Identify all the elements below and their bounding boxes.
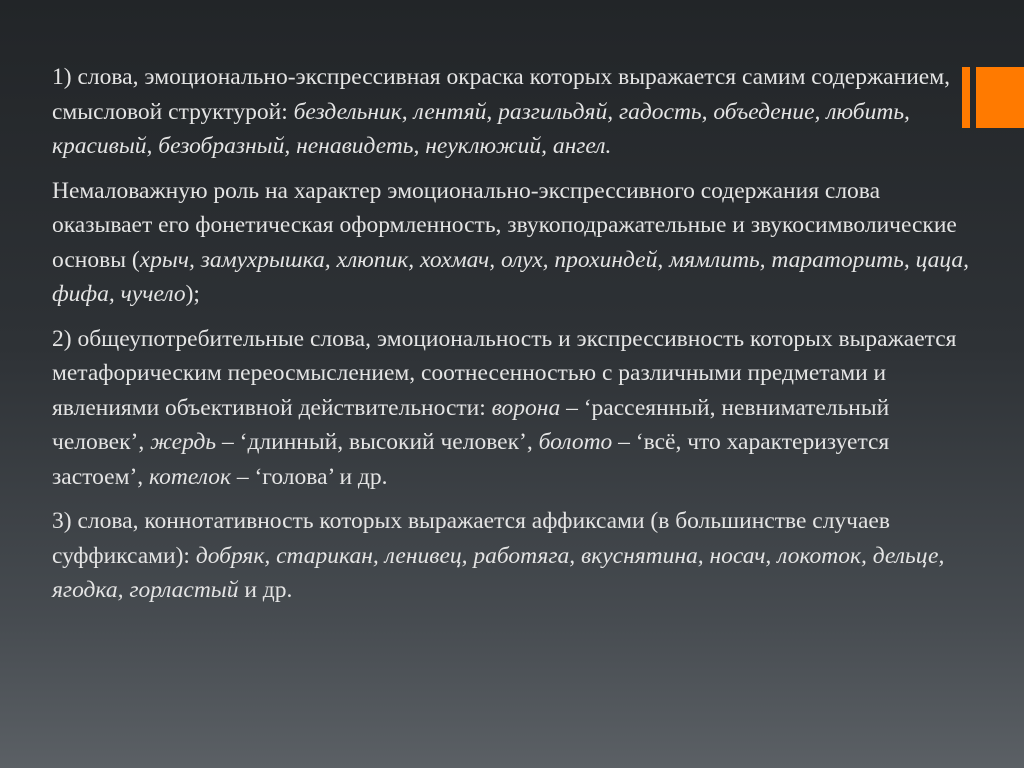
paragraph-4-text: 3) слова, коннотативность которых выражается аффиксами (в большинстве случаев суффиксами): [52,508,890,569]
paragraph-2 [52,174,972,312]
example-word-kotelok: котелок [149,463,231,490]
paragraph-4-examples: добряк, старикан, ленивец, работяга, вкуснятина, носач, локоток, дельце, ягодка, горластый [52,542,945,603]
accent-bar-thick [976,67,1024,128]
paragraph-3 [52,322,972,495]
example-word-boloto: болото [538,429,613,455]
paragraph-2-close: ); [185,281,200,307]
paragraph-4-close: и др. [238,577,293,603]
example-word-zherd: жердь [150,429,217,455]
paragraph-1 [52,60,972,164]
meaning-kotelok: – ‘голова’ и др. [230,463,388,490]
meaning-zherd: – ‘длинный, высокий человек’, [216,429,539,455]
paragraph-3-text: 2) общеупотребительные слова, эмоциональность и экспрессивность которых выражается метафорическим переосмыслением, соотнесенностью с различными предметами и явлениями объективной действительности: [52,325,957,421]
meaning-vorona: – ‘рассеянный, невнимательный человек’, [52,394,890,455]
paragraph-2-text: Немаловажную роль на характер эмоционально-экспрессивного содержания слова оказывает его фонетическая оформленность, звукоподражательные и звукосимволические основы ( [52,177,957,273]
paragraph-1-text: 1) слова, эмоционально-экспрессивная окраска которых выражается самим содержанием, смысловой структурой: [52,64,950,125]
paragraph-2-examples: хрыч, замухрышка, хлюпик, хохмач, олух, прохиндей, мямлить, тараторить, цаца, фифа, чучело [52,246,970,307]
example-word-vorona: ворона [491,394,561,421]
paragraph-1-examples: бездельник, лентяй, разгильдяй, гадость, объедение, любить, красивый, безобразный, ненавидеть, неуклюжий, ангел. [52,98,910,159]
paragraph-4 [52,504,972,608]
meaning-boloto: – ‘всё, что характеризуется застоем’, [52,429,890,490]
slide-body [52,60,972,618]
